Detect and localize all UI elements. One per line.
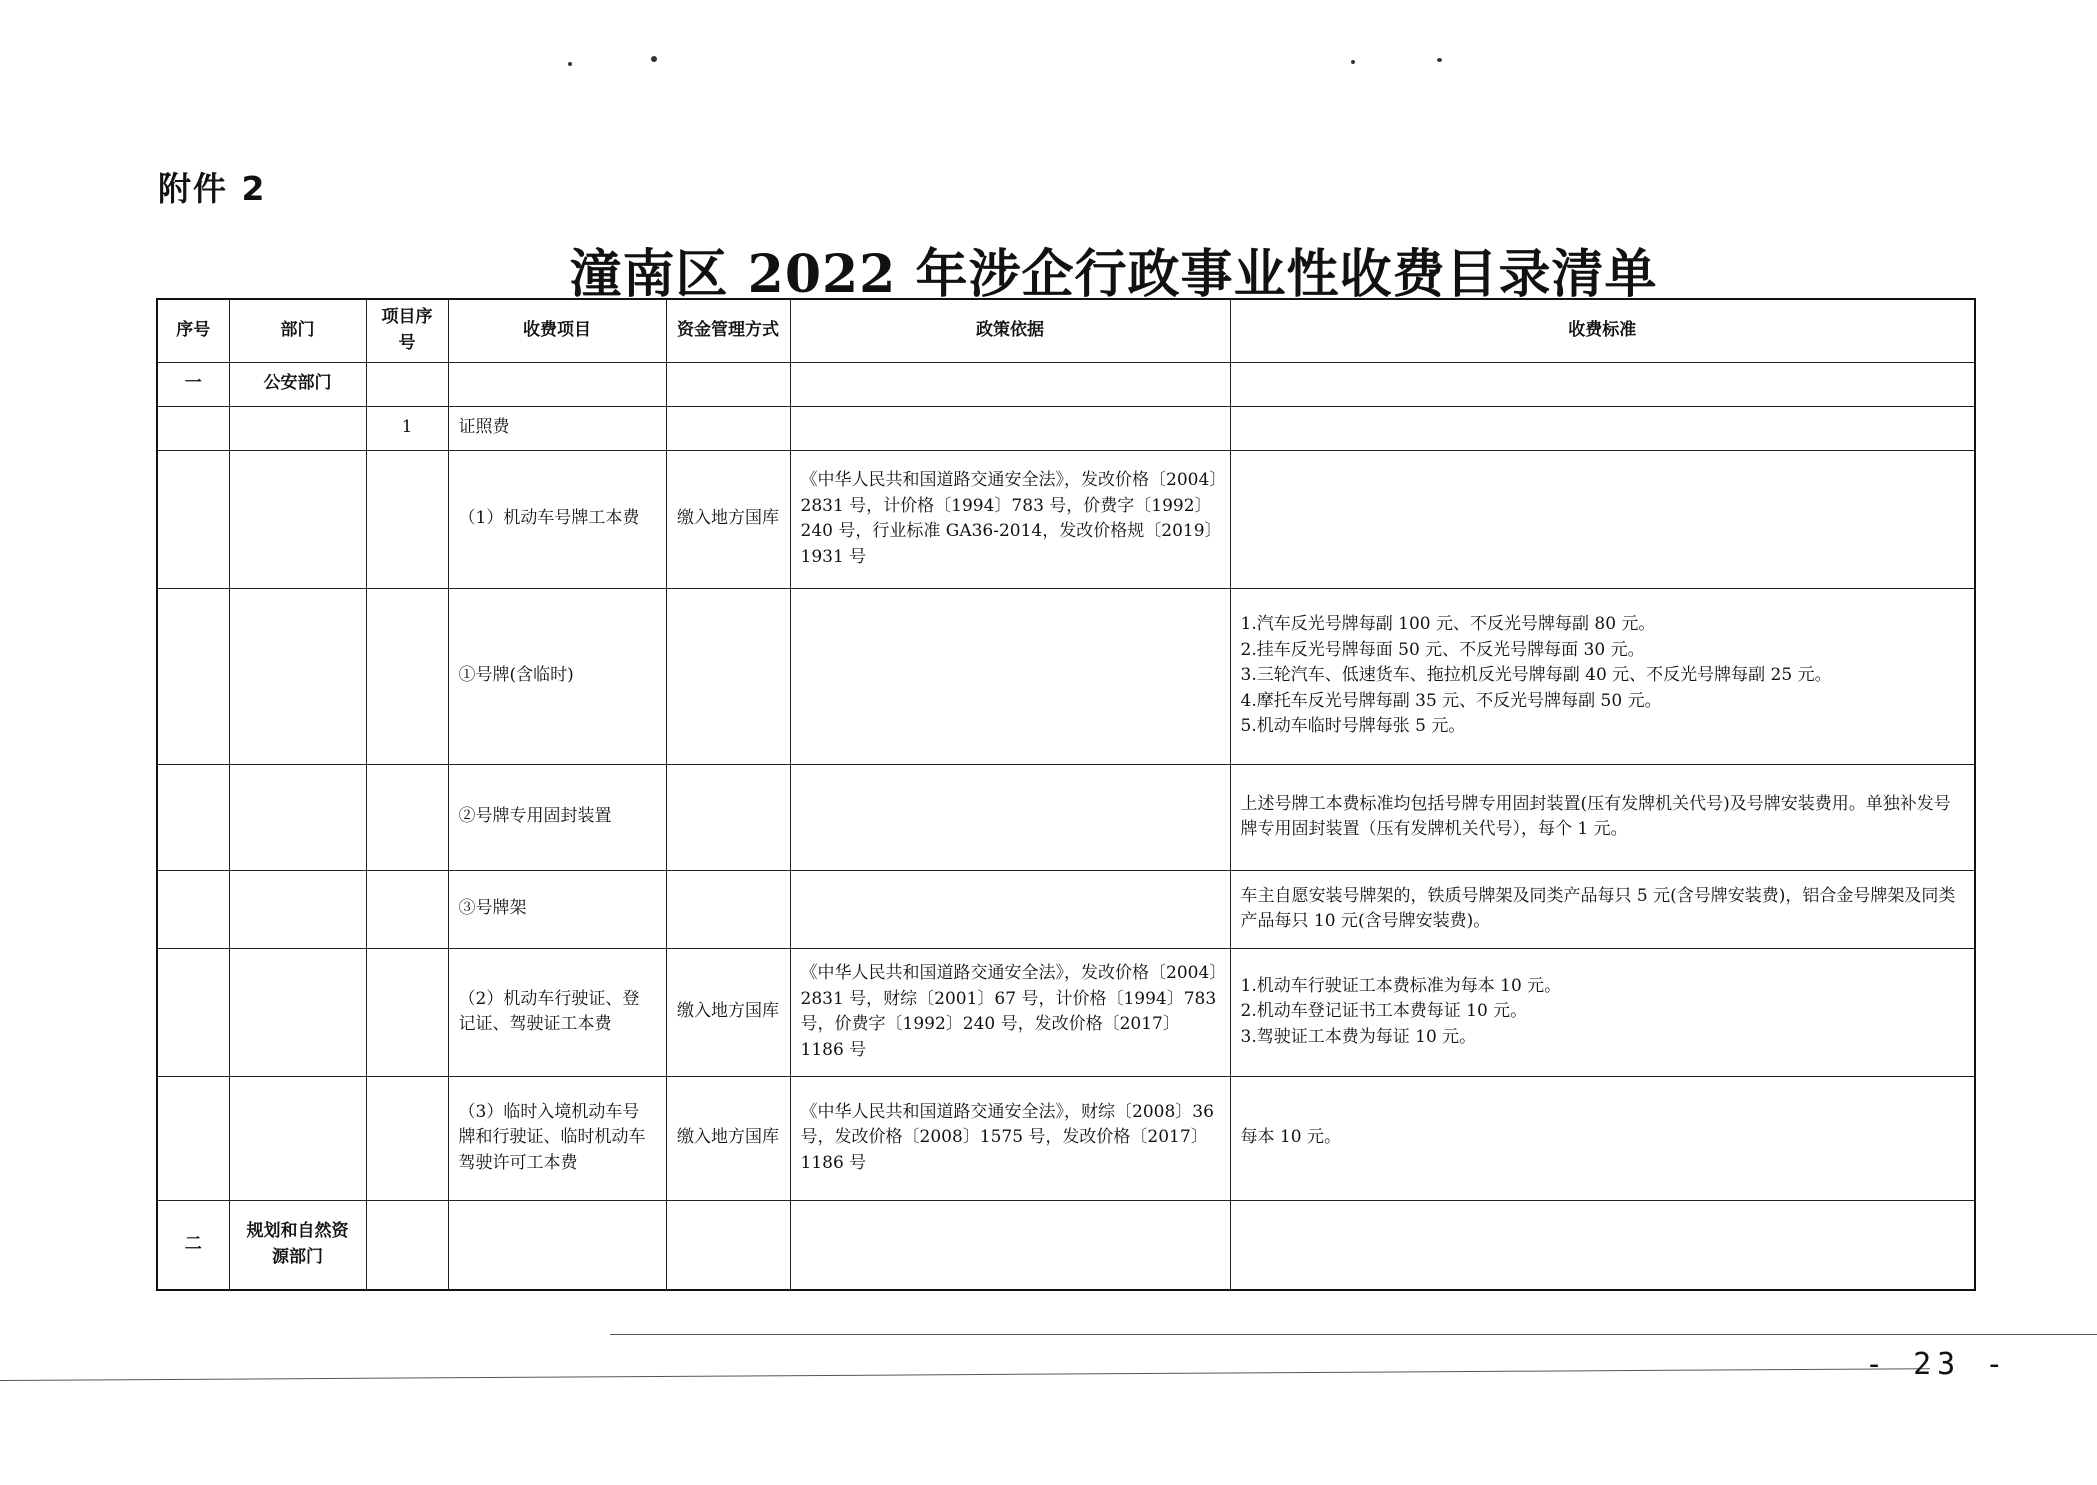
cell-fee-item <box>448 1200 666 1290</box>
cell-dept <box>229 1076 366 1200</box>
cell-policy: 《中华人民共和国道路交通安全法》，财综〔2008〕36 号，发改价格〔2008〕1575 号，发改价格〔2017〕1186 号 <box>790 1076 1230 1200</box>
table-row <box>157 406 1975 450</box>
cell-policy <box>790 362 1230 406</box>
cell-seq <box>157 948 229 1076</box>
cell-dept <box>229 948 366 1076</box>
cell-dept <box>229 588 366 764</box>
cell-item-no: 1 <box>366 406 448 450</box>
standard-line: 每本 10 元。 <box>1240 1127 1341 1148</box>
cell-policy <box>790 1200 1230 1290</box>
standard-line: 3.三轮汽车、低速货车、拖拉机反光号牌每副 40 元、不反光号牌每副 25 元。 <box>1240 665 1832 686</box>
cell-seq: 一 <box>157 362 229 406</box>
cell-item-no <box>366 450 448 588</box>
cell-item-no <box>366 764 448 870</box>
cell-seq <box>157 764 229 870</box>
cell-dept <box>229 450 366 588</box>
cell-fee-item: ②号牌专用固封装置 <box>448 764 666 870</box>
cell-fund-mgmt: 缴入地方国库 <box>666 948 790 1076</box>
cell-item-no <box>366 588 448 764</box>
cell-fee-item <box>448 362 666 406</box>
header-item-no: 项目序号 <box>366 299 448 362</box>
cell-fee-item: （2）机动车行驶证、登记证、驾驶证工本费 <box>448 948 666 1076</box>
document-title: 潼南区 2022 年涉企行政事业性收费目录清单 <box>569 244 1658 305</box>
cell-fund-mgmt <box>666 406 790 450</box>
cell-dept <box>229 870 366 948</box>
cell-policy <box>790 588 1230 764</box>
header-seq: 序号 <box>157 299 229 362</box>
header-fund-mgmt: 资金管理方式 <box>666 299 790 362</box>
cell-standard <box>1230 1076 1975 1200</box>
cell-seq <box>157 588 229 764</box>
cell-standard <box>1230 588 1975 764</box>
cell-item-no <box>366 362 448 406</box>
cell-item-no <box>366 1076 448 1200</box>
cell-standard <box>1230 450 1975 588</box>
cell-fee-item: ③号牌架 <box>448 870 666 948</box>
cell-fund-mgmt: 缴入地方国库 <box>666 1076 790 1200</box>
table-row <box>157 362 1975 406</box>
page-number: - 23 - <box>1865 1347 2010 1382</box>
scan-artifact <box>568 62 572 66</box>
cell-standard <box>1230 764 1975 870</box>
cell-item-no <box>366 948 448 1076</box>
table-row <box>157 764 1975 870</box>
standard-line: 3.驾驶证工本费为每证 10 元。 <box>1240 1026 1477 1047</box>
cell-standard <box>1230 362 1975 406</box>
standard-line: 1.机动车行驶证工本费标准为每本 10 元。 <box>1240 975 1562 996</box>
header-fee-item: 收费项目 <box>448 299 666 362</box>
cell-policy: 《中华人民共和国道路交通安全法》，发改价格〔2004〕2831 号，财综〔2001〕67 号，计价格〔1994〕783 号，价费字〔1992〕240 号，发改价格〔2017〕1186 号 <box>790 948 1230 1076</box>
cell-standard <box>1230 1200 1975 1290</box>
cell-fee-item: 证照费 <box>448 406 666 450</box>
cell-policy: 《中华人民共和国道路交通安全法》，发改价格〔2004〕2831 号，计价格〔1994〕783 号，价费字〔1992〕240 号，行业标准 GA36-2014，发改价格规〔2019〕1931 号 <box>790 450 1230 588</box>
cell-policy <box>790 406 1230 450</box>
cell-dept: 规划和自然资源部门 <box>229 1200 366 1290</box>
standard-line: 2.挂车反光号牌每面 50 元、不反光号牌每面 30 元。 <box>1240 639 1645 660</box>
header-dept: 部门 <box>229 299 366 362</box>
cell-seq <box>157 1076 229 1200</box>
scan-artifact <box>1437 58 1442 62</box>
standard-line: 5.机动车临时号牌每张 5 元。 <box>1240 716 1466 737</box>
footer-divider <box>610 1334 2097 1335</box>
cell-fee-item: （1）机动车号牌工本费 <box>448 450 666 588</box>
cell-item-no <box>366 870 448 948</box>
cell-dept <box>229 406 366 450</box>
cell-policy <box>790 764 1230 870</box>
cell-seq <box>157 870 229 948</box>
cell-fee-item: （3）临时入境机动车号牌和行驶证、临时机动车驾驶许可工本费 <box>448 1076 666 1200</box>
cell-standard <box>1230 870 1975 948</box>
table-row <box>157 588 1975 764</box>
standard-line: 车主自愿安装号牌架的，铁质号牌架及同类产品每只 5 元(含号牌安装费)，铝合金号牌架及同类产品每只 10 元(含号牌安装费)。 <box>1240 885 1956 931</box>
fee-catalog-table <box>156 298 1976 1291</box>
cell-fund-mgmt <box>666 764 790 870</box>
cell-fund-mgmt <box>666 588 790 764</box>
standard-line: 1.汽车反光号牌每副 100 元、不反光号牌每副 80 元。 <box>1240 614 1656 635</box>
cell-fund-mgmt <box>666 1200 790 1290</box>
scan-artifact <box>651 56 657 62</box>
table-header-row <box>157 299 1975 362</box>
scan-artifact <box>1351 60 1355 64</box>
standard-line: 4.摩托车反光号牌每副 35 元、不反光号牌每副 50 元。 <box>1240 690 1662 711</box>
cell-seq <box>157 406 229 450</box>
table-row <box>157 450 1975 588</box>
table-row <box>157 1076 1975 1200</box>
cell-fund-mgmt <box>666 870 790 948</box>
cell-fund-mgmt <box>666 362 790 406</box>
cell-standard <box>1230 948 1975 1076</box>
cell-fee-item: ①号牌(含临时) <box>448 588 666 764</box>
cell-standard <box>1230 406 1975 450</box>
table-row <box>157 1200 1975 1290</box>
cell-item-no <box>366 1200 448 1290</box>
standard-line: 2.机动车登记证书工本费每证 10 元。 <box>1240 1001 1528 1022</box>
cell-fund-mgmt: 缴入地方国库 <box>666 450 790 588</box>
attachment-label: 附件 2 <box>158 169 267 208</box>
header-standard: 收费标准 <box>1230 299 1975 362</box>
cell-dept: 公安部门 <box>229 362 366 406</box>
cell-seq <box>157 450 229 588</box>
cell-seq: 二 <box>157 1200 229 1290</box>
standard-line: 上述号牌工本费标准均包括号牌专用固封装置(压有发牌机关代号)及号牌安装费用。单独补发号牌专用固封装置（压有发牌机关代号），每个 1 元。 <box>1240 793 1951 839</box>
table-row <box>157 870 1975 948</box>
cell-policy <box>790 870 1230 948</box>
header-policy: 政策依据 <box>790 299 1230 362</box>
table-row <box>157 948 1975 1076</box>
cell-dept <box>229 764 366 870</box>
footer-divider <box>0 1368 1930 1381</box>
